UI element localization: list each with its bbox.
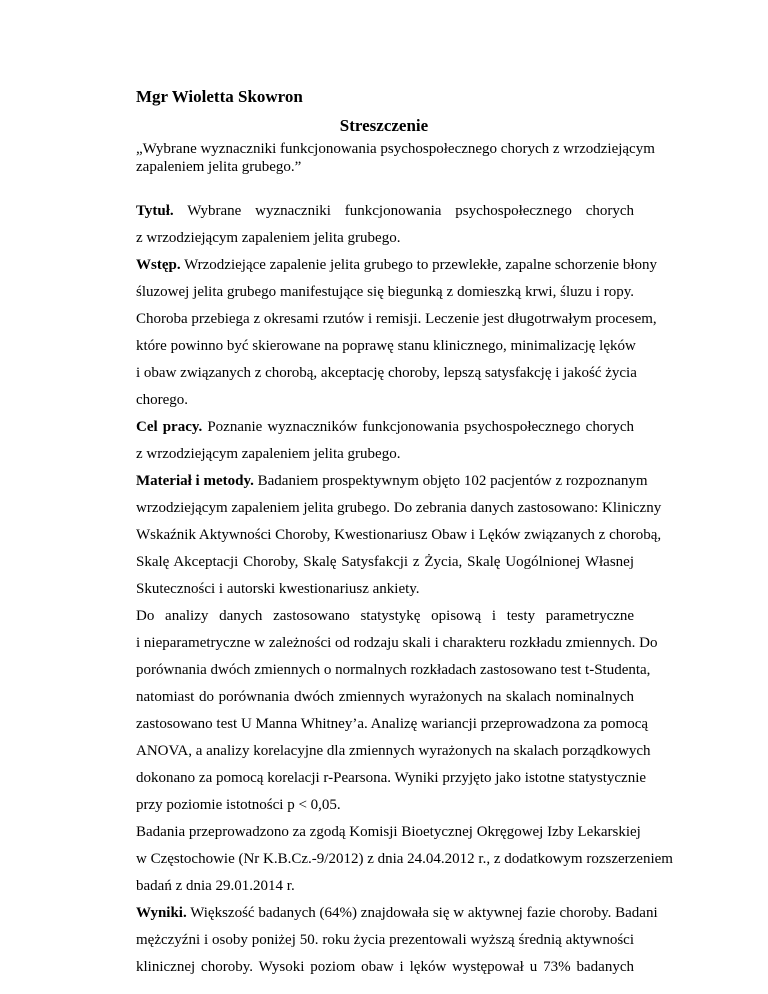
analysis-line: natomiast do porównania dwóch zmiennych wyrażonych na skalach nominalnych — [136, 689, 634, 705]
methods-line: Wskaźnik Aktywności Choroby, Kwestionariusz Obaw i Lęków związanych z chorobą, — [136, 527, 662, 543]
intro-line: i obaw związanych z chorobą, akceptację choroby, lepszą satysfakcję i jakość życia — [136, 365, 637, 381]
word: i — [491, 608, 497, 624]
intro-line: Choroba przebiega z okresami rzutów i remisji. Leczenie jest długotrwałym procesem, — [136, 311, 657, 327]
methods-line: wrzodziejącym zapaleniem jelita grubego. Do zebrania danych zastosowano: Kliniczny — [136, 500, 662, 516]
word: psychospołecznego — [455, 203, 572, 219]
quote-line: zapaleniem jelita grubego.” — [136, 159, 302, 175]
author-name: Mgr Wioletta Skowron — [136, 87, 303, 106]
intro-label: Wstęp. — [136, 257, 181, 273]
word: Wybrane — [187, 203, 242, 219]
word: statystykę — [360, 608, 421, 624]
methods-label: Materiał i metody. — [136, 473, 254, 489]
results-text: Większość badanych (64%) znajdowała się w aktywnej fazie choroby. Badani — [190, 905, 658, 921]
word: testy — [506, 608, 536, 624]
word: parametryczne — [545, 608, 635, 624]
analysis-line: zastosowano test U Manna Whitney’a. Analizę wariancji przeprowadzona za pomocą — [136, 716, 649, 732]
intro-text: Wrzodziejące zapalenie jelita grubego to przewlekłe, zapalne schorzenie błony — [184, 257, 657, 273]
aim-text: Poznanie wyznaczników funkcjonowania psychospołecznego chorych — [207, 419, 634, 435]
methods-line — [136, 472, 648, 490]
analysis-line: przy poziomie istotności p < 0,05. — [136, 797, 341, 813]
aim-line — [136, 418, 634, 436]
quote-line: „Wybrane wyznaczniki funkcjonowania psychospołecznego chorych z wrzodziejącym — [136, 141, 655, 157]
results-line: klinicznej choroby. Wysoki poziom obaw i lęków występował u 73% badanych — [136, 959, 634, 975]
word: chorych — [585, 203, 635, 219]
document-heading: Streszczenie — [339, 116, 429, 135]
word: zastosowano — [273, 608, 350, 624]
ethics-line: badań z dnia 29.01.2014 r. — [136, 878, 295, 894]
word: danych — [219, 608, 263, 624]
intro-line: które powinno być skierowane na poprawę stanu klinicznego, minimalizację lęków — [136, 338, 636, 354]
title-paragraph-line — [136, 202, 634, 220]
results-label: Wyniki. — [136, 905, 187, 921]
methods-line: Skalę Akceptacji Choroby, Skalę Satysfakcji z Życia, Skalę Uogólnionej Własnej — [136, 554, 634, 570]
analysis-line: i nieparametryczne w zależności od rodzaju skali i charakteru rozkładu zmiennych. Do — [136, 635, 658, 651]
title-label: Tytuł. — [136, 203, 174, 219]
word: wyznaczniki — [255, 203, 331, 219]
title-paragraph-line: z wrzodziejącym zapaleniem jelita grubego. — [136, 230, 401, 246]
intro-line: chorego. — [136, 392, 189, 408]
methods-line: Skuteczności i autorski kwestionariusz ankiety. — [136, 581, 420, 597]
results-line — [136, 904, 658, 922]
ethics-line: w Częstochowie (Nr K.B.Cz.-9/2012) z dnia 24.04.2012 r., z dodatkowym rozszerzeniem — [136, 851, 673, 867]
word: Do — [136, 608, 155, 624]
results-line: mężczyźni i osoby poniżej 50. roku życia prezentowali wyższą średnią aktywności — [136, 932, 634, 948]
methods-text: Badaniem prospektywnym objęto 102 pacjentów z rozpoznanym — [257, 473, 648, 489]
word: funkcjonowania — [344, 203, 442, 219]
word: analizy — [165, 608, 209, 624]
intro-line — [136, 256, 657, 274]
analysis-line: porównania dwóch zmiennych o normalnych rozkładach zastosowano test t-Studenta, — [136, 662, 651, 678]
analysis-line: ANOVA, a analizy korelacyjne dla zmiennych wyrażonych na skalach porządkowych — [136, 743, 651, 759]
intro-line: śluzowej jelita grubego manifestujące się biegunką z domieszką krwi, śluzu i ropy. — [136, 284, 634, 300]
word: opisową — [431, 608, 482, 624]
analysis-line — [136, 607, 634, 625]
aim-line: z wrzodziejącym zapaleniem jelita grubego. — [136, 446, 401, 462]
analysis-line: dokonano za pomocą korelacji r-Pearsona. Wyniki przyjęto jako istotne statystycznie — [136, 770, 647, 786]
ethics-line: Badania przeprowadzono za zgodą Komisji Bioetycznej Okręgowej Izby Lekarskiej — [136, 824, 641, 840]
aim-label: Cel pracy. — [136, 419, 203, 435]
